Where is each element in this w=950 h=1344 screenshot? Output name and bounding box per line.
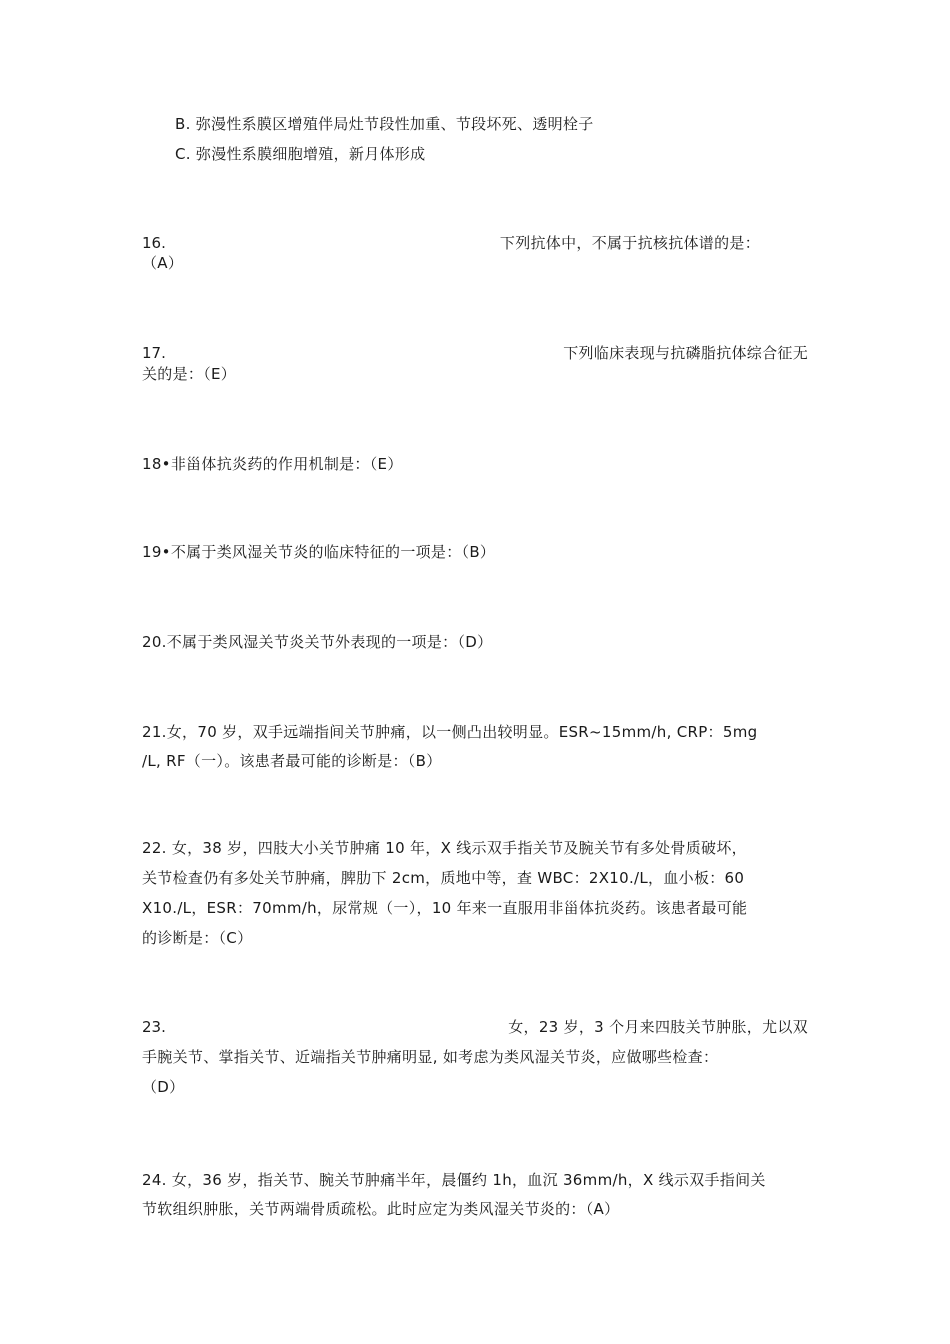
- question-17-text: 下列临床表现与抗磷脂抗体综合征无: [563, 344, 808, 362]
- question-16-text: 下列抗体中，不属于抗核抗体谱的是：: [499, 234, 760, 252]
- question-16-answer: （A）: [142, 254, 184, 272]
- question-22-line-1: 22. 女，38 岁，四肢大小关节肿痛 10 年，X 线示双手指关节及腕关节有多处骨质破坏，: [142, 839, 747, 857]
- question-16: [142, 233, 808, 253]
- question-24-line-1: 24. 女，36 岁，指关节、腕关节肿痛半年，晨僵约 1h，血沉 36mm/h，X 线示双手指间关: [142, 1171, 766, 1189]
- question-23-text: 女，23 岁，3 个月来四肢关节肿胀，尤以双: [508, 1018, 808, 1036]
- question-18: 18•非甾体抗炎药的作用机制是：（E）: [142, 455, 403, 473]
- question-20: 20.不属于类风湿关节炎关节外表现的一项是：（D）: [142, 633, 493, 651]
- option-c: C. 弥漫性系膜细胞增殖，新月体形成: [175, 145, 426, 163]
- question-23: [142, 1017, 808, 1037]
- question-23-line-2: 手腕关节、掌指关节、近端指关节肿痛明显, 如考虑为类风湿关节炎，应做哪些检查：: [142, 1048, 719, 1066]
- question-22-line-2: 关节检查仍有多处关节肿痛，脾肋下 2cm，质地中等，查 WBC：2X10./L，血小板：60: [142, 869, 745, 887]
- question-17: [142, 343, 808, 363]
- question-23-answer: （D）: [142, 1078, 185, 1096]
- question-23-number: 23.: [142, 1018, 166, 1036]
- question-19: 19•不属于类风湿关节炎的临床特征的一项是：（B）: [142, 543, 496, 561]
- question-21-line-2: /L, RF（一）。该患者最可能的诊断是：（B）: [142, 752, 442, 770]
- question-16-number: 16.: [142, 234, 166, 252]
- option-b: B. 弥漫性系膜区增殖伴局灶节段性加重、节段坏死、透明栓子: [175, 115, 594, 133]
- question-17-answer: 关的是：（E）: [142, 365, 237, 383]
- question-22-line-3: X10./L，ESR：70mm/h，尿常规（一），10 年来一直服用非甾体抗炎药。该患者最可能: [142, 899, 748, 917]
- question-24-line-2: 节软组织肿胀，关节两端骨质疏松。此时应定为类风湿关节炎的：（A）: [142, 1200, 620, 1218]
- question-17-number: 17.: [142, 344, 166, 362]
- question-21-line-1: 21.女，70 岁，双手远端指间关节肿痛，以一侧凸出较明显。ESR~15mm/h, CRP：5mg: [142, 723, 758, 741]
- question-22-line-4: 的诊断是：（C）: [142, 929, 253, 947]
